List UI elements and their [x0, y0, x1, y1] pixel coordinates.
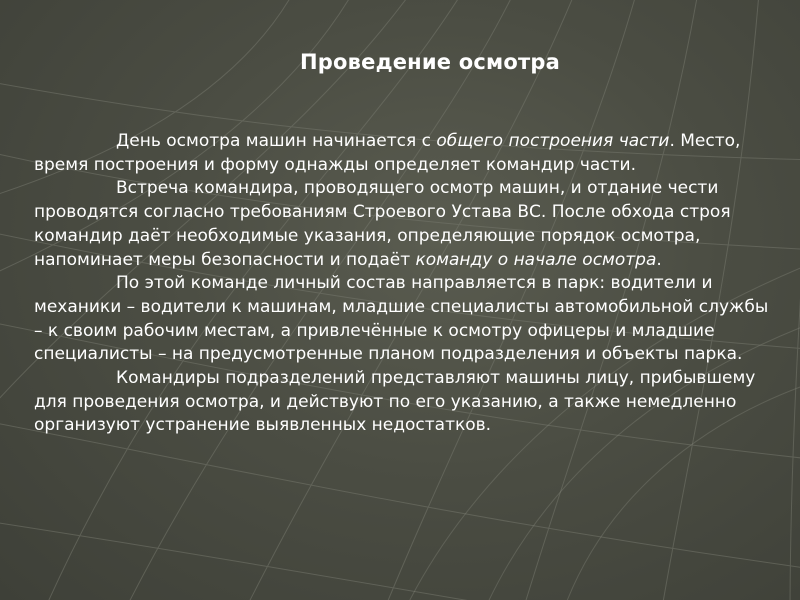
paragraph-2-text-before: Встреча командира, проводящего осмотр машин, и отдание чести проводятся согласно требованиям Строевого Устава ВС. После обхода строя командир даёт необходимые указания, определяющие порядок осмотра, напоминает меры безопасности и подаёт [34, 178, 731, 270]
paragraph-3 [34, 272, 774, 367]
paragraph-4-text: Командиры подразделений представляют машины лицу, прибывшему для проведения осмотра, и действуют по его указанию, а также немедленно организуют устранение выявленных недостатков. [34, 368, 756, 436]
paragraph-2-emphasis: команду о начале осмотра [415, 249, 657, 270]
slide-title: Проведение осмотра [300, 50, 560, 74]
paragraph-1-text-before: День осмотра машин начинается с [116, 131, 437, 151]
paragraph-2-text-after: . [656, 249, 662, 270]
paragraph-3-text: По этой команде личный состав направляется в парк: водители и механики – водители к машинам, младшие специалисты автомобильной службы – к своим рабочим местам, а привлечённые к осмотру офицеры и младшие специалисты – на предусмотренные планом подразделения и объекты парка. [34, 273, 769, 365]
paragraph-1-emphasis: общего построения части [436, 131, 670, 151]
paragraph-1-text-after: . Место, время построения и форму однажды определяет командир части. [34, 131, 741, 175]
paragraph-2 [34, 177, 774, 272]
paragraph-1 [34, 130, 774, 177]
slide-body-text [34, 130, 774, 438]
paragraph-4 [34, 367, 774, 438]
